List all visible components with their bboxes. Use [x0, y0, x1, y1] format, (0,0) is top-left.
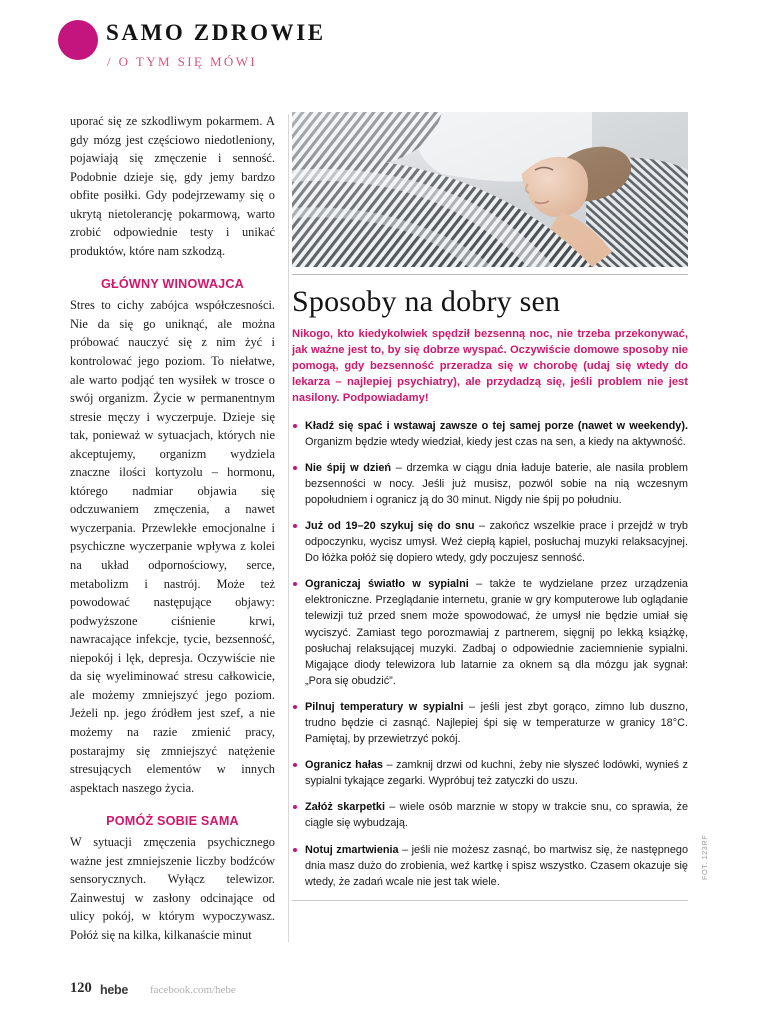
masthead-subtitle: / O TYM SIĘ MÓWI [107, 54, 258, 69]
tip-item [292, 757, 688, 789]
tip-body: – jeśli jest zbyt gorąco, zimno lub duszno, trudno będzie ci zasnąć. Najlepiej śpi się w temperaturze w granicy 18°C. Pamiętaj, by przewietrzyć pokój. [305, 700, 688, 746]
tip-item [292, 699, 688, 747]
tip-item [292, 418, 688, 450]
tip-item [292, 842, 688, 890]
page-content [0, 112, 775, 942]
article-lead: Nikogo, kto kiedykolwiek spędził bezsenną noc, nie trzeba przekonywać, jak ważne jest to, by się dobrze wyspać. Oczywiście domowe sposoby nie pomogą, gdy bezsenność przeradza się w chorobę (udaj się wtedy do lekarza – najlepiej psychiatry), ale przydadzą się, jeśli problem nie jest nasilony. Podpowiadamy! [292, 327, 688, 405]
tip-item [292, 460, 688, 508]
bullet-dot-icon [293, 848, 297, 852]
left-column [70, 112, 275, 944]
tip-lead-in: Załóż skarpetki [305, 801, 385, 814]
section-two-paragraph: W sytuacji zmęczenia psychicznego ważne jest zmniejszenie liczby bodźców sensorycznych. Wyłącz telewizor. Zainwestuj w zasłony odcinające od ulicy pokój, w którym wypoczywasz. Połóż się na kilka, kilkanaście minut [70, 835, 275, 942]
tip-body: – także te wydzielane przez urządzenia elektroniczne. Przeglądanie internetu, granie w gry komputerowe lub oglądanie telewizji tuż przed snem może spowodować, że umysł nie będzie umiał się wyciszyć. Zamiast tego porozmawiaj z partnerem, sięgnij po lekką książkę, posłuchaj relaksującej muzyki. Zadbaj o odpowiednie zaciemnienie sypialni. Migające diody telewizora lub latarnie za oknem są dla mózgu jak sygnał: „Pora się obudzić”. [305, 578, 688, 687]
tip-body: – drzemka w ciągu dnia ładuje baterie, ale nasila problem bezsenności w nocy. Jeśli już musisz, pozwól sobie na nią wczesnym popołudniem i ogranicz ją do 30 minut. Nigdy nie śpij po południu. [305, 461, 688, 506]
bullet-dot-icon [293, 524, 297, 528]
bullet-dot-icon [293, 805, 297, 809]
tips-bottom-rule [292, 900, 688, 901]
tips-list [292, 418, 688, 890]
bullet-dot-icon [293, 466, 297, 470]
masthead [58, 16, 718, 86]
section-heading-glowny-winowajca: GŁÓWNY WINOWAJCA [101, 277, 244, 292]
section-heading-pomoz-sobie-sama: POMÓŻ SOBIE SAMA [106, 814, 239, 829]
tip-item [292, 576, 688, 689]
tip-lead-in: Pilnuj temperatury w sypialni [305, 700, 464, 713]
tip-lead-in: Już od 19–20 szykuj się do snu [305, 519, 475, 532]
tip-lead-in: Kładź się spać i wstawaj zawsze o tej samej porze (nawet w weekendy). [305, 419, 688, 432]
tip-body: – zakończ wszelkie prace i przejdź w tryb odpoczynku, wycisz umysł. Weź ciepłą kąpiel, posłuchaj muzyki relaksacyjnej. Do łóżka połóż się dopiero wtedy, gdy poczujesz senność. [305, 519, 688, 565]
bullet-dot-icon [293, 705, 297, 709]
tip-body: – wiele osób marznie w stopy w trakcie snu, co sprawia, że ciągle się wybudzają. [305, 801, 689, 830]
tip-body: – jeśli nie możesz zasnąć, bo martwisz się, że następnego dnia masz dużo do zrobienia, weź kartkę i spisz wszystko. Czasem okazuje się wtedy, że zadań wcale nie jest tak wiele. [305, 843, 689, 888]
facebook-link[interactable]: facebook.com/hebe [150, 984, 236, 996]
intro-paragraph: uporać się ze szkodliwym pokarmem. A gdy mózg jest częściowo niedotleniony, pojawiają się zmęczenie i senność. Podobnie dzieje się, gdy jemy bardzo obfite posiłki. Gdy podejrzewamy się o ukrytą nietolerancję pokarmową, warto zrobić odpowiednie testy i unikać produktów, które nam szkodzą. [70, 114, 275, 258]
tip-lead-in: Ogranicz hałas [305, 759, 383, 772]
article-title: Sposoby na dobry sen [292, 285, 561, 318]
right-column [292, 112, 688, 901]
masthead-title: SAMO ZDROWIE [106, 20, 326, 45]
hebe-logo: hebe [100, 983, 128, 997]
page-number: 120 [70, 980, 92, 996]
brand-dot-icon [58, 20, 98, 60]
photo-rule [292, 274, 688, 275]
column-divider [288, 114, 289, 942]
tip-body: Organizm będzie wtedy wiedział, kiedy jest czas na sen, a kiedy na aktywność. [305, 435, 686, 448]
bullet-dot-icon [293, 582, 297, 586]
bullet-dot-icon [293, 424, 297, 428]
page-footer [70, 980, 710, 1004]
sleeping-woman-photo [292, 112, 688, 267]
bullet-dot-icon [293, 763, 297, 767]
tip-lead-in: Notuj zmartwienia [305, 843, 399, 856]
tip-item [292, 799, 688, 831]
tip-body: – zamknij drzwi od kuchni, żeby nie słyszeć lodówki, wynieś z sypialni tykające zegarki. Wypróbuj też zatyczki do uszu. [305, 759, 688, 788]
tip-lead-in: Nie śpij w dzień [305, 461, 392, 474]
tip-lead-in: Ograniczaj światło w sypialni [305, 578, 469, 591]
photo-credit: FOT. 123RF [700, 834, 709, 880]
tip-item [292, 518, 688, 566]
section-one-paragraph: Stres to cichy zabójca współczesności. Nie da się go uniknąć, ale można próbować nauczyć się z nim żyć i kontrolować jego poziom. To niełatwe, ale warto podjąć ten wysiłek w trosce o swój organizm. Życie w permanentnym stresie męczy i wyczerpuje. Dzieje się tak, ponieważ w sytuacjach, których nie akceptujemy, organizm wydziela znaczne ilości kortyzolu – hormonu, którego nadmiar objawia się odczuwaniem zmęczenia, a nawet wyczerpania. Przewlekłe emocjonalne i psychiczne wyczerpanie wpływa z kolei na układ odpornościowy, serce, metabolizm i nastrój. Może też powodować następujące objawy: podwyższone ciśnienie krwi, nawracające infekcje, tycie, bezsenność, niepokój i lęk, depresja. Oczywiście nie da się wyeliminować stresu całkowicie, ale możemy zmniejszyć jego poziom. Jeżeli np. jego źródłem jest szef, a nie możemy na razie zmienić pracy, postarajmy się zmniejszyć natężenie stresujących elementów w innych aspektach naszego życia. [70, 298, 275, 795]
